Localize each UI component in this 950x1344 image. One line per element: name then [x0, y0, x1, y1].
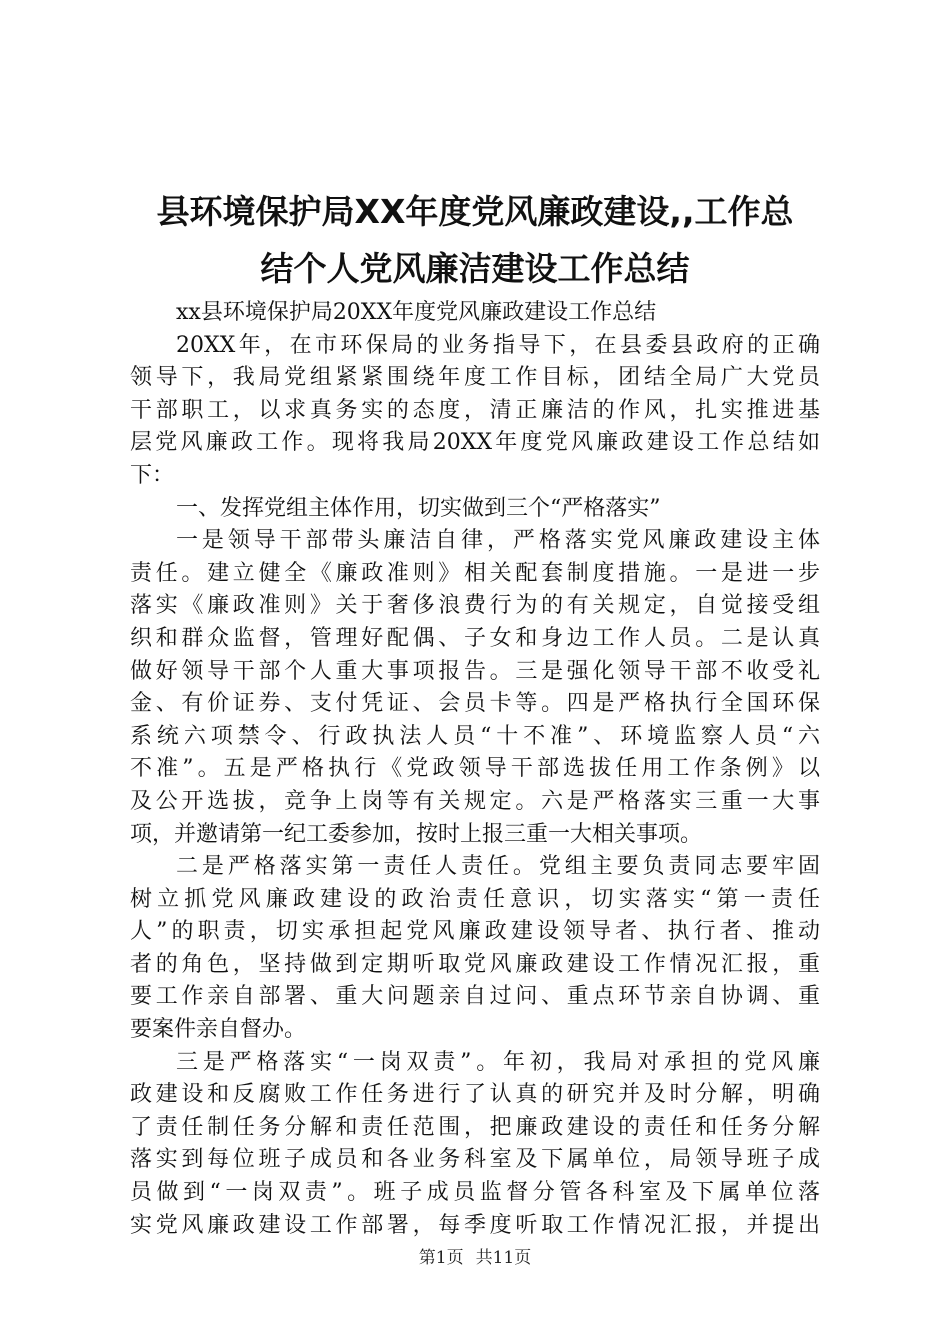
subtitle-line: xx县环境保护局20XX年度党风廉政建设工作总结	[176, 300, 657, 325]
document-body	[130, 297, 820, 1242]
paragraph-line: 织和群众监督，管理好配偶、子女和身边工作人员。二是认真	[130, 625, 820, 651]
paragraph-line: 及公开选拔，竞争上岗等有关规定。六是严格落实三重一大事	[130, 788, 820, 814]
paragraph-line: 落实《廉政准则》关于奢侈浪费行为的有关规定，自觉接受组	[130, 593, 820, 619]
document-title-line-1: 县环境保护局XX年度党风廉政建设,,工作总	[156, 192, 794, 231]
paragraph-line: 政建设和反腐败工作任务进行了认真的研究并及时分解，明确	[130, 1082, 820, 1108]
paragraph-line: 三是严格落实“一岗双责”。年初，我局对承担的党风廉	[176, 1049, 820, 1075]
paragraph-line: 二是严格落实第一责任人责任。党组主要负责同志要牢固	[176, 854, 820, 880]
paragraph-line: 不准”。五是严格执行《党政领导干部选拔任用工作条例》以	[130, 756, 820, 782]
section-heading: 一、发挥党组主体作用，切实做到三个“严格落实”	[176, 495, 661, 521]
paragraph-line: 员做到“一岗双责”。班子成员监督分管各科室及下属单位落	[130, 1180, 820, 1206]
paragraph-line: 金、有价证券、支付凭证、会员卡等。四是严格执行全国环保	[130, 691, 820, 717]
page-number: 第1页	[418, 1248, 464, 1268]
paragraph-line: 人”的职责，切实承担起党风廉政建设领导者、执行者、推动	[130, 919, 820, 945]
paragraph-line: 要工作亲自部署、重大问题亲自过问、重点环节亲自协调、重	[130, 984, 820, 1010]
paragraph-line: 领导下，我局党组紧紧围绕年度工作目标，团结全局广大党员	[130, 365, 820, 391]
paragraph-line: 落实到每位班子成员和各业务科室及下属单位，局领导班子成	[130, 1147, 820, 1173]
paragraph-line: 下：	[130, 462, 175, 488]
paragraph-line: 了责任制任务分解和责任范围，把廉政建设的责任和任务分解	[130, 1114, 820, 1140]
page-total: 共11页	[475, 1248, 532, 1268]
paragraph-line: 实党风廉政建设工作部署，每季度听取工作情况汇报，并提出	[130, 1212, 820, 1238]
paragraph-line: 系统六项禁令、行政执法人员“十不准”、环境监察人员“六	[130, 723, 820, 749]
paragraph-line: 项，并邀请第一纪工委参加，按时上报三重一大相关事项。	[130, 821, 703, 847]
paragraph-line: 要案件亲自督办。	[130, 1017, 307, 1043]
paragraph-line: 层党风廉政工作。现将我局20XX年度党风廉政建设工作总结如	[130, 430, 820, 456]
paragraph-line: 树立抓党风廉政建设的政治责任意识，切实落实“第一责任	[130, 886, 820, 912]
paragraph-line: 20XX年，在市环保局的业务指导下，在县委县政府的正确	[176, 332, 820, 358]
paragraph-line: 做好领导干部个人重大事项报告。三是强化领导干部不收受礼	[130, 658, 820, 684]
paragraph-line: 一是领导干部带头廉洁自律，严格落实党风廉政建设主体	[176, 528, 820, 554]
paragraph-line: 干部职工，以求真务实的态度，清正廉洁的作风，扎实推进基	[130, 397, 820, 423]
paragraph-line: 责任。建立健全《廉政准则》相关配套制度措施。一是进一步	[130, 560, 820, 586]
document-title-line-2: 结个人党风廉洁建设工作总结	[260, 249, 690, 288]
paragraph-line: 者的角色，坚持做到定期听取党风廉政建设工作情况汇报，重	[130, 951, 820, 977]
page-footer	[0, 1243, 950, 1268]
